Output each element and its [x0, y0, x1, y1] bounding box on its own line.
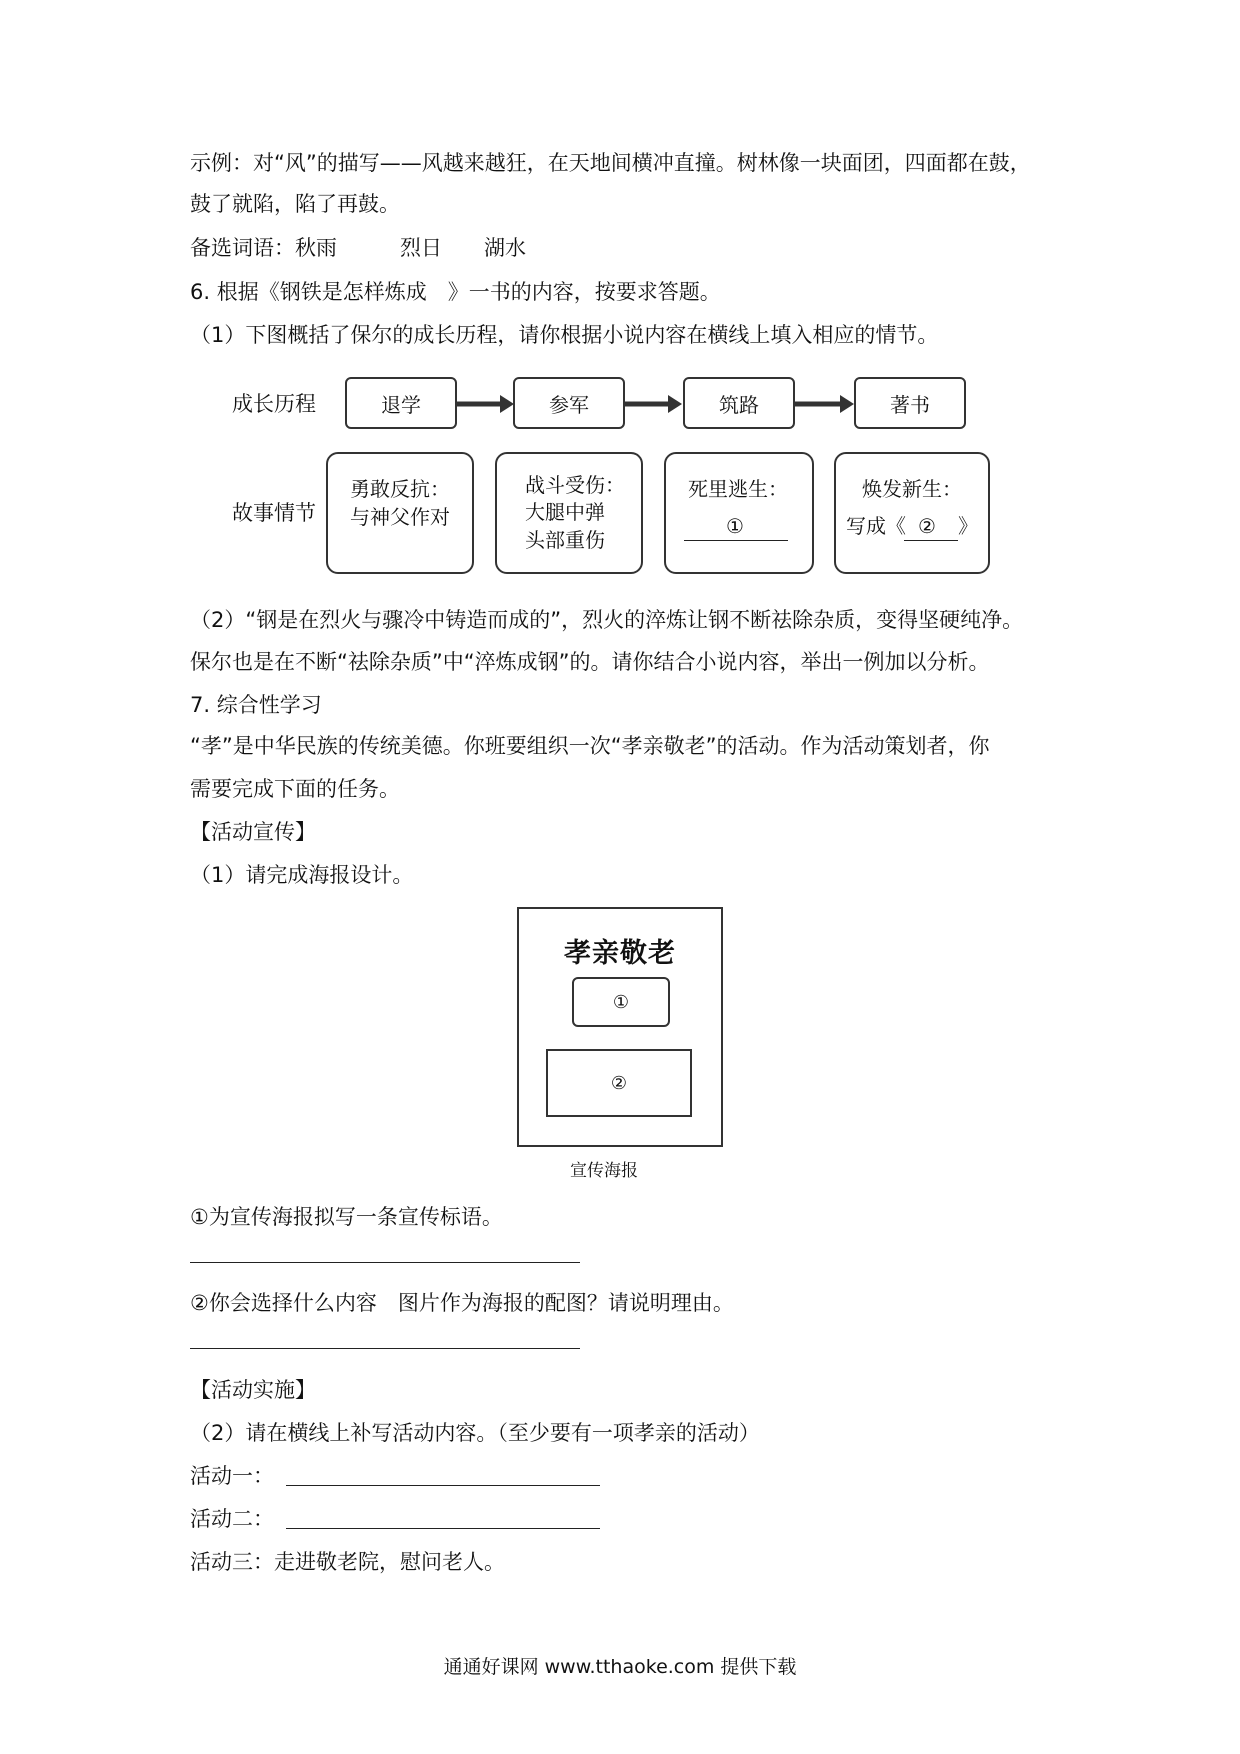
activity-3-text: 活动三：走进敬老院，慰问老人。	[190, 1550, 505, 1574]
answer-line-activity-2[interactable]	[286, 1528, 600, 1529]
row-label-growth: 成长历程	[232, 392, 316, 416]
story-4-blank-mark: ②	[918, 514, 936, 538]
story-3-blank-mark: ①	[726, 514, 744, 538]
answer-line-activity-1[interactable]	[286, 1485, 600, 1486]
activity-1-label: 活动一：	[190, 1464, 274, 1488]
question-7-part-2: （2）请在横线上补写活动内容。（至少要有一项孝亲的活动）	[190, 1421, 760, 1445]
question-7-title: 7. 综合性学习	[190, 693, 322, 717]
row-label-story: 故事情节	[232, 501, 316, 525]
story-box-3	[664, 452, 814, 574]
stage-box-dropout: 退学	[345, 377, 457, 429]
story-1-line-1: 勇敢反抗：	[350, 477, 450, 501]
story-3-line-1: 死里逃生：	[688, 477, 788, 501]
story-1-line-2: 与神父作对	[350, 505, 450, 529]
question-7-part-1: （1）请完成海报设计。	[190, 863, 414, 887]
footer-credit: 通通好课网 www.tthaoke.com 提供下载	[443, 1656, 797, 1678]
answer-line-picture[interactable]	[190, 1348, 580, 1349]
story-2-line-2: 大腿中弹	[525, 500, 605, 524]
story-box-2	[495, 452, 643, 574]
story-4-suffix: 》	[958, 514, 978, 538]
question-6-part-2-line-2: 保尔也是在不断“祛除杂质”中“淬炼成钢”的。请你结合小说内容，举出一例加以分析。	[190, 650, 990, 674]
stage-box-writing: 著书	[854, 377, 966, 429]
question-6-title: 6. 根据《钢铁是怎样炼成 》一书的内容，按要求答题。	[190, 280, 721, 304]
growth-diagram	[230, 372, 1000, 582]
section-heading-promotion: 【活动宣传】	[190, 820, 316, 844]
question-7-intro-line-1: “孝”是中华民族的传统美德。你班要组织一次“孝亲敬老”的活动。作为活动策划者，你	[190, 734, 990, 758]
poster-caption: 宣传海报	[570, 1161, 638, 1181]
activity-2-label: 活动二：	[190, 1507, 274, 1531]
story-4-line-1: 焕发新生：	[862, 477, 962, 501]
story-2-line-3: 头部重伤	[525, 528, 605, 552]
question-7-intro-line-2: 需要完成下面的任务。	[190, 777, 400, 801]
poster-title: 孝亲敬老	[564, 938, 676, 969]
story-4-blank-line	[904, 540, 958, 541]
section-heading-implementation: 【活动实施】	[190, 1378, 316, 1402]
story-box-4	[834, 452, 990, 574]
story-2-line-1: 战斗受伤：	[525, 473, 625, 497]
poster-slogan-box: ①	[572, 977, 670, 1027]
task-slogan: ①为宣传海报拟写一条宣传标语。	[190, 1205, 503, 1229]
example-line-1: 示例：对“风”的描写——风越来越狂，在天地间横冲直撞。树林像一块面团，四面都在鼓，	[190, 151, 1031, 175]
question-6-part-1: （1）下图概括了保尔的成长历程，请你根据小说内容在横线上填入相应的情节。	[190, 323, 939, 347]
story-3-blank-line	[684, 540, 788, 541]
poster-illustration	[517, 907, 723, 1147]
question-6-part-2-line-1: （2）“钢是在烈火与骤冷中铸造而成的”，烈火的淬炼让钢不断祛除杂质，变得坚硬纯净。	[190, 608, 1024, 632]
candidate-words: 备选词语：秋雨 烈日 湖水	[190, 236, 526, 260]
story-box-1	[326, 452, 474, 574]
answer-line-slogan[interactable]	[190, 1262, 580, 1263]
arrow-icon	[794, 392, 856, 416]
story-4-prefix: 写成《	[846, 514, 906, 538]
stage-box-army: 参军	[513, 377, 625, 429]
arrow-icon	[456, 392, 516, 416]
arrow-icon	[624, 392, 684, 416]
stage-box-road: 筑路	[683, 377, 795, 429]
task-picture: ②你会选择什么内容 图片作为海报的配图？请说明理由。	[190, 1291, 734, 1315]
example-line-2: 鼓了就陷，陷了再鼓。	[190, 192, 400, 216]
poster-image-box: ②	[546, 1049, 692, 1117]
